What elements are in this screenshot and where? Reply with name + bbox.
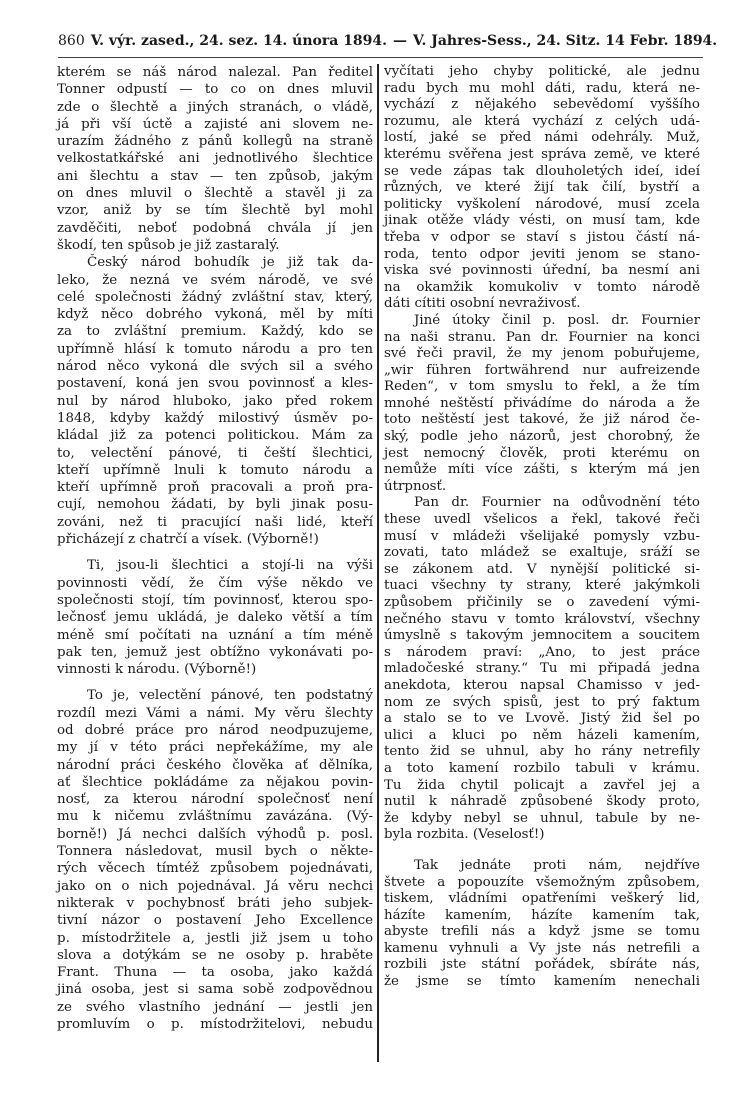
paragraph bbox=[384, 858, 700, 991]
text-line: národní práci českého člověka ať dělníka, bbox=[57, 757, 373, 773]
text-line: dáti cítiti osobní nevraživosť. bbox=[384, 296, 581, 312]
text-line: velkostatkářské ani jednotlivého šlechtice bbox=[57, 151, 373, 167]
text-line: Tu žida chytil policajt a zavřel jej a bbox=[384, 777, 700, 793]
text-line: způsobem přičinily se o zavedení vými- bbox=[384, 595, 700, 610]
text-line: viska své povinnosti úřední, ba nesmí ani bbox=[384, 263, 700, 279]
text-line: pak ten, jemuž jest obtížno vykonávati po- bbox=[57, 644, 373, 660]
text-line: jako on o nich pojednával. Já věru nechci bbox=[57, 878, 373, 894]
text-line: Jiné útoky činil p. posl. dr. Fournier bbox=[414, 312, 700, 328]
header-german-session: V. Jahres-Sess., 24. Sitz. 14 Febr. 1894. bbox=[413, 33, 718, 49]
text-line: třeba v odpor se staví s jistou částí ná- bbox=[384, 229, 700, 245]
text-line: štvete a popouzíte všemožným způsobem, bbox=[384, 874, 700, 890]
text-line: kterému svěřena jest správa země, ve které bbox=[384, 146, 700, 162]
text-line: házíte kamením, házíte kamením tak, bbox=[384, 907, 700, 923]
text-line: p. místodržitele a, jestli již jsem u toho bbox=[57, 930, 373, 946]
text-line: národ něco vykoná dle svých sil a svého bbox=[57, 359, 373, 375]
text-line: nutil k náhradě způsobené škody proto, bbox=[384, 794, 700, 810]
text-line: za to zvláštní premium. Každý, kdo se bbox=[57, 324, 373, 340]
text-line: leko, že nezná ve svém národě, ve své bbox=[57, 272, 373, 288]
text-line: jest nemocný člověk, proti kterému on bbox=[384, 445, 700, 461]
running-header bbox=[58, 33, 718, 53]
left-column bbox=[57, 64, 373, 1033]
text-line: roda, tento odpor jeviti jenom se stano- bbox=[384, 246, 700, 262]
text-line: nul by národ hluboko, jako před rokem bbox=[57, 393, 373, 409]
text-line: nemůže míti více zášti, s kterým má jen bbox=[384, 462, 700, 478]
text-line: tuaci všechny ty strany, které jakýmkoli bbox=[384, 578, 700, 594]
text-line: když něco dobrého vykoná, měl by míti bbox=[57, 307, 373, 323]
right-column bbox=[384, 64, 700, 991]
text-line: kteří upřímně lnuli k tomuto národu a bbox=[57, 462, 373, 478]
text-line: rozbili jste státní pořádek, sbíráte nás, bbox=[384, 957, 700, 973]
text-line: zováni, než ti pracující naši lidé, kteří bbox=[57, 514, 373, 530]
text-line: povinnosti vědí, že čím výše někdo ve bbox=[57, 575, 373, 591]
text-line: úmyslně s takovým jemnocitem a soucitem bbox=[384, 628, 700, 644]
text-line: vinnosti k národu. (Výborně!) bbox=[57, 662, 257, 678]
text-line: „wir führen fortwährend nur aufreizende bbox=[384, 362, 700, 378]
text-line: upřímně hlásí k tomuto národu a pro ten bbox=[57, 341, 373, 357]
text-line: tivní názor o postavení Jeho Excellence bbox=[57, 913, 373, 929]
text-line: lostí, jaké se před námi odehrály. Muž, bbox=[384, 130, 700, 146]
text-line: já při vší úctě a zajisté ani slovem ne- bbox=[57, 116, 373, 132]
paragraph bbox=[57, 64, 373, 254]
text-line: to, velectění pánové, ti čeští šlechtici, bbox=[57, 445, 373, 461]
text-line: byla rozbita. (Veselosť!) bbox=[384, 827, 545, 843]
text-line: toto neštěstí jest takové, že již národ če- bbox=[384, 412, 700, 428]
text-line: s národem praví: „Ano, to jest práce bbox=[384, 644, 700, 660]
text-line: tento žid se uhnul, aby ho rány netrefily bbox=[384, 744, 700, 760]
text-line: zavděčiti, neboť podobná chvála jí jen bbox=[57, 220, 373, 236]
text-line: společnosti stojí, tím povinnosť, kterou spo- bbox=[57, 592, 373, 608]
header-dash: — bbox=[393, 33, 408, 49]
page-number: 860 bbox=[58, 33, 85, 49]
text-line: že kdyby nebyl se uhnul, tabule by ne- bbox=[384, 810, 700, 826]
paragraph bbox=[384, 313, 700, 496]
text-line: Reden“, v tom smyslu to řekl, a že tím bbox=[384, 379, 700, 395]
text-line: mnohé neštěstí přivádíme do národa a že bbox=[384, 395, 700, 411]
text-line: Tonnera následovat, musil bych o někte- bbox=[57, 844, 373, 860]
text-line: lečnosť jemu ukládá, je daleko větší a tím bbox=[57, 610, 373, 626]
text-line: promluvím o p. místodržitelovi, nebudu bbox=[57, 1017, 373, 1033]
text-line: od dobré práce pro národ neodpuzujeme, bbox=[57, 722, 373, 738]
text-line: urazím žádného z pánů kollegů na straně bbox=[57, 134, 373, 150]
text-line: my jí v této práci nepřekážíme, my ale bbox=[57, 740, 373, 756]
text-line: zovati, tato mládež se exaltuje, sráží se bbox=[384, 545, 700, 561]
text-line: musí v mládeži všelijaké pomysly vzbu- bbox=[384, 528, 700, 544]
text-line: vzor, aniž by se tím šlechtě byl mohl bbox=[57, 203, 373, 219]
text-line: To je, velectění pánové, ten podstatný bbox=[87, 688, 373, 704]
text-line: méně smí počítati na uznání a tím méně bbox=[57, 627, 373, 643]
text-line: nom ze svých spisů, jest to prý faktum bbox=[384, 694, 700, 710]
text-line: rých věcech tímtéž způsobem pojednávati, bbox=[57, 861, 373, 877]
text-line: kamenu vyhnuli a Vy jste nás netrefili a bbox=[384, 940, 700, 956]
text-line: rozumu, ale která vychází z celých udá- bbox=[384, 113, 700, 129]
paragraph bbox=[57, 557, 373, 678]
paragraph bbox=[384, 495, 700, 843]
paragraph bbox=[57, 687, 373, 1033]
text-line: mladočeské strany.“ Tu mi připadá jedna bbox=[384, 661, 700, 677]
text-line: se zákonem atd. V nynější politické si- bbox=[384, 561, 700, 577]
text-line: nikterak v pochybnosť bráti jeho subjek- bbox=[57, 895, 373, 911]
text-line: se vede zápas tak dlouholetých ideí, ideí bbox=[384, 163, 700, 179]
text-line: Český národ bohudík je již tak da- bbox=[87, 255, 373, 271]
column-divider bbox=[377, 64, 379, 1062]
text-line: různých, ve které žijí tak čilí, bystří a bbox=[384, 180, 700, 196]
text-line: mu k ničemu zvláštnímu zavázána. (Vý- bbox=[57, 809, 373, 825]
text-line: přicházejí z chatrčí a vísek. (Výborně!) bbox=[57, 532, 319, 548]
text-line: na okamžik komukoliv v tomto národě bbox=[384, 279, 700, 295]
text-line: anekdota, kterou napsal Chamisso v jed- bbox=[384, 677, 700, 693]
text-line: útrpnosť. bbox=[384, 478, 447, 494]
text-line: kládal již za potenci politickou. Mám za bbox=[57, 428, 373, 444]
text-line: škodí, ten spůsob je již zastaralý. bbox=[57, 237, 280, 253]
text-line: vychází z nějakého sebevědomí vyššího bbox=[384, 97, 700, 113]
text-line: tiskem, vládními opatřeními veškerý lid, bbox=[384, 891, 700, 907]
text-line: Frant. Thuna — ta osoba, jako každá bbox=[57, 965, 373, 981]
text-line: ský, podle jeho názorů, jest chorobný, že bbox=[384, 429, 700, 445]
text-line: Ti, jsou-li šlechtici a stojí-li na výši bbox=[87, 558, 373, 574]
paragraph bbox=[57, 254, 373, 548]
text-line: vyčítati jeho chyby politické, ale jednu bbox=[384, 64, 700, 79]
paragraph bbox=[384, 64, 700, 313]
text-line: a stalo se to ve Lvově. Jistý žid šel po bbox=[384, 711, 700, 727]
text-line: na naši stranu. Pan dr. Fournier na konci bbox=[384, 329, 700, 345]
text-line: Pan dr. Fournier na odůvodnění této bbox=[414, 495, 700, 511]
text-line: borně!) Já nechci dalších výhodů p. posl. bbox=[57, 826, 373, 842]
text-line: a toto kamení rozbilo tabuli v krámu. bbox=[384, 760, 700, 776]
text-line: zde o šlechtě a jiných stranách, o vládě, bbox=[57, 99, 373, 115]
text-line: rozdíl mezi Vámi a námi. My věru šlechty bbox=[57, 705, 373, 721]
text-line: 1848, kdyby každý milostivý úsměv po- bbox=[57, 410, 373, 426]
text-line: kteří upřímně proň pracovali a proň pra- bbox=[57, 480, 373, 496]
text-line: ať šlechtice pokládáme za nějakou povin- bbox=[57, 774, 373, 790]
text-line: on dnes mluvil o šlechtě a stavěl ji za bbox=[57, 186, 373, 202]
text-line: jinak otěže vlády vésti, on musí tam, kde bbox=[384, 213, 700, 229]
text-line: nečného stavu v tomto království, všechny bbox=[384, 611, 700, 627]
text-line: politicky vyškolení národové, musí zcela bbox=[384, 196, 700, 212]
text-line: these uvedl všelicos a řekl, takové řeči bbox=[384, 512, 700, 528]
text-line: Tonner odpustí — to co on dnes mluvil bbox=[57, 82, 373, 98]
text-line: celé společnosti žádný zvláštní stav, který, bbox=[57, 289, 373, 305]
text-line: cují, nemohou žádati, by byli jinak posu- bbox=[57, 497, 373, 513]
text-line: své řeči pravil, že my jenom pobuřujeme, bbox=[384, 346, 700, 362]
text-line: radu bych mu mohl dáti, radu, která ne- bbox=[384, 80, 700, 96]
header-rule bbox=[58, 57, 703, 58]
text-line: ani šlechtu a stav — ten způsob, jakým bbox=[57, 168, 373, 184]
text-line: ulici a kluci po něm házeli kamením, bbox=[384, 727, 700, 743]
text-line: postavení, koná jen svou povinnosť a kles- bbox=[57, 376, 373, 392]
text-line: jiná osoba, jest si sama sobě zodpovědnou bbox=[57, 982, 373, 998]
text-line: že jsme se tímto kamením nenechali bbox=[384, 974, 700, 990]
text-line: ze svého vlastního jednání — jestli jen bbox=[57, 999, 373, 1015]
text-line: abyste trefili nás a když jsme se tomu bbox=[384, 924, 700, 940]
header-czech-session: V. výr. zased., 24. sez. 14. února 1894. bbox=[90, 33, 388, 49]
text-line: slova a dotýkám se ne osoby p. hraběte bbox=[57, 947, 373, 963]
text-line: kterém se náš národ nalezal. Pan ředitel bbox=[57, 65, 373, 80]
text-line: nosť, za kterou národní společnosť není bbox=[57, 792, 373, 808]
text-line: Tak jednáte proti nám, nejdříve bbox=[414, 857, 700, 873]
